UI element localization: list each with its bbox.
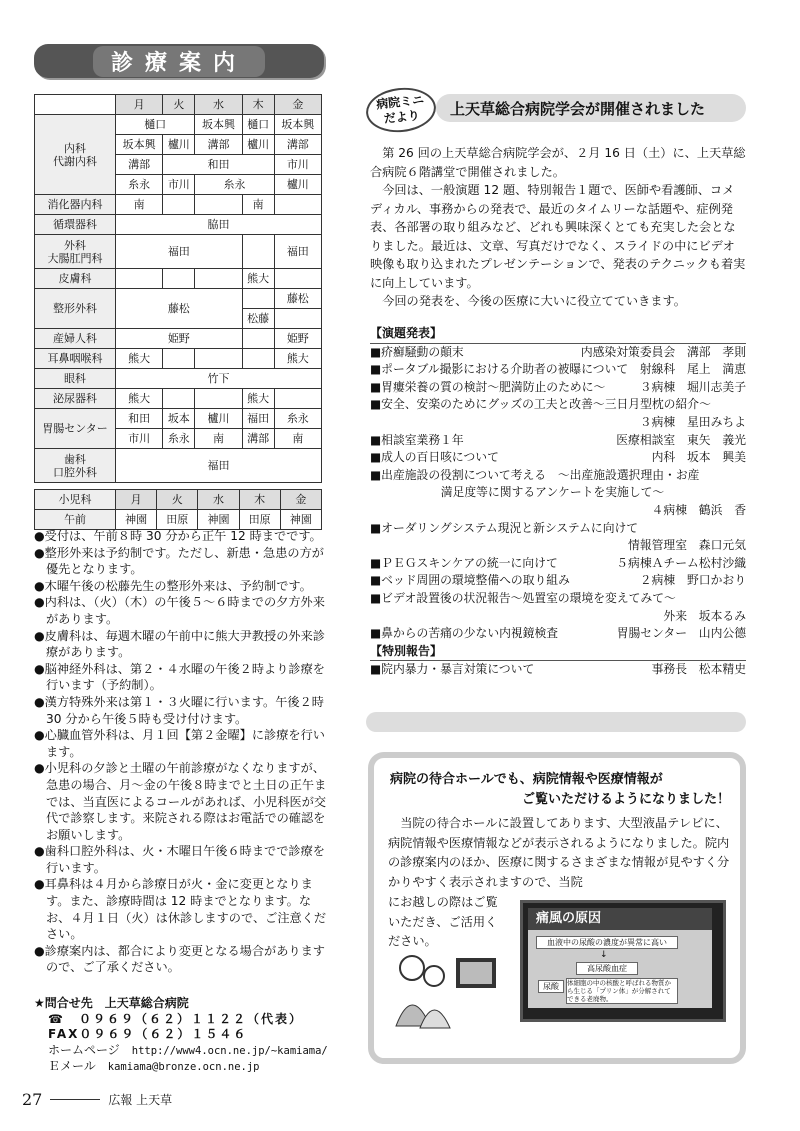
mail-label: Ｅメール (48, 1059, 96, 1073)
tv-text: 体細胞の中の核酸と呼ばれる物質から生じる「プリン体」が分解されてできる老廃物。 (566, 978, 678, 1004)
note: ●耳鼻科は４月から診療日が火・金に変更となります。また、診療時間は 12 時までとなります。なお、４月１日（火）は休診しますので、ご注意ください。 (34, 877, 327, 942)
talk-title: ■ポータブル撮影における介助者の被曝について (370, 362, 629, 377)
talk-title: ■成人の百日咳について (370, 450, 499, 465)
talk-presenter: ５病棟Ａチーム松村沙織 (616, 555, 746, 570)
cell: 溝部 (242, 429, 274, 449)
talk-title: ■ＰＥＧスキンケアの統一に向けて (370, 555, 558, 570)
note: ●脳神経外科は、第２・４水曜の午後２時より診療を行います（予約制）。 (34, 661, 325, 693)
talk-item (370, 449, 746, 467)
talk-item (370, 608, 746, 626)
dept-jibi: 耳鼻咽喉科 (35, 349, 116, 369)
cell: 熊大 (242, 269, 274, 289)
mini-line2: だより (383, 108, 421, 126)
day-thu: 木 (242, 95, 274, 115)
cell: 和田 (116, 409, 163, 429)
talk-presenter: 医療相談室 東矢 義光 (616, 432, 746, 447)
talks-list (370, 325, 746, 679)
day-fri: 金 (274, 95, 321, 115)
talk-item (370, 555, 746, 573)
cell: 坂本興 (116, 135, 163, 155)
talk-title: ■出産施設の役割について考える ～出産施設選択理由・お産 (370, 467, 700, 482)
cell: 糸永 (195, 175, 274, 195)
article-title: 上天草総合病院学会が開催されました (436, 94, 746, 122)
page-footer (22, 1090, 172, 1109)
talk-presenter: ２病棟 野口かおり (639, 573, 746, 588)
note: ●内科は、（火）（木）の午後５～６時までの夕方外来があります。 (34, 595, 325, 626)
cell: 市川 (163, 175, 195, 195)
cell: 樋口 (242, 115, 274, 135)
day: 木 (239, 490, 280, 510)
illustration-people (390, 948, 500, 1034)
info-title-line1: 病院の待合ホールでも、病院情報や医療情報が (390, 772, 663, 787)
cell: 市川 (116, 429, 163, 449)
cell: 田原 (239, 510, 280, 530)
cell: 坂本興 (195, 115, 242, 135)
special-presenter: 事務長 松本精史 (651, 662, 746, 677)
cell: 熊大 (242, 389, 274, 409)
mini-news-badge (364, 84, 438, 135)
talk-item (370, 414, 746, 432)
cell: 溝部 (116, 155, 163, 175)
ped-time: 午前 (35, 510, 116, 530)
info-text (388, 814, 734, 892)
talk-item (370, 625, 746, 643)
cell: 熊大 (116, 349, 163, 369)
cell: 樋口 (116, 115, 195, 135)
cell: 櫨川 (195, 409, 242, 429)
tv-text: 尿酸 (538, 980, 564, 993)
cell: 藤松 (274, 289, 321, 309)
talk-item (370, 502, 746, 520)
dept-junkan: 循環器科 (35, 215, 116, 235)
cell: 南 (116, 195, 163, 215)
page-number: 27 (22, 1090, 43, 1109)
day-mon: 月 (116, 95, 163, 115)
cell: 溝部 (274, 135, 321, 155)
talk-item (370, 432, 746, 450)
cell: 坂本興 (274, 115, 321, 135)
talk-title: ■疥癬騒動の顛末 (370, 344, 464, 359)
cell: 福田 (274, 235, 321, 269)
cell: 糸永 (116, 175, 163, 195)
cell: 神園 (116, 510, 157, 530)
info-title-line2: ご覧いただけるようになりました！ (521, 792, 730, 807)
talk-title: ■ビデオ設置後の状況報告～処置室の環境を変えてみて～ (370, 590, 676, 605)
day: 水 (198, 490, 239, 510)
talk-title: ■相談室業務１年 (370, 432, 464, 447)
info-title (390, 770, 730, 810)
dept-seikei: 整形外科 (35, 289, 116, 329)
talk-presenter: 内感染対策委員会 溝部 孝則 (580, 344, 746, 359)
talk-presenter: 内科 坂本 興美 (651, 450, 746, 465)
talk-item (370, 396, 746, 414)
note: ●整形外来は予約制です。ただし、新患・急患の方が優先となります。 (34, 545, 324, 577)
day: 金 (280, 490, 321, 510)
cell: 熊大 (274, 349, 321, 369)
cell: 姫野 (274, 329, 321, 349)
talk-presenter: ３病棟 星田みちよ (639, 414, 746, 429)
talk-title: ■胃瘻栄養の質の検討～肥満防止のために～ (370, 379, 606, 394)
talk-presenter: 情報管理室 森口元気 (628, 538, 746, 553)
mini-line1: 病院ミニ (375, 92, 425, 112)
info-paragraph-cont: にお越しの際はご覧いただき、ご活用ください。 (388, 895, 498, 948)
article-body (370, 144, 746, 311)
day: 火 (157, 490, 198, 510)
schedule-table (34, 94, 322, 483)
talk-item (370, 572, 746, 590)
tv-title: 痛風の原因 (528, 908, 712, 930)
dept-shoka: 消化器内科 (35, 195, 116, 215)
day-wed: 水 (195, 95, 242, 115)
dept-sanfu: 産婦人科 (35, 329, 116, 349)
cell: 南 (274, 429, 321, 449)
publication-name: 広報 上天草 (108, 1093, 173, 1107)
paragraph: 今回の発表を、今後の医療に大いに役立てていきます。 (382, 294, 686, 308)
dept-hinyo: 泌尿器科 (35, 389, 116, 409)
note: ●心臓血管外科は、月１回【第２金曜】に診療を行います。 (34, 728, 325, 759)
talk-item (370, 520, 746, 538)
contact-block (34, 996, 334, 1076)
schedule-header (34, 44, 324, 78)
cell: 溝部 (195, 135, 242, 155)
cell: 櫨川 (242, 135, 274, 155)
dept-ichou: 胃腸センター (35, 409, 116, 449)
tv-text: 高尿酸血症 (576, 962, 638, 975)
contact-title: ★問合せ先 上天草総合病院 (34, 996, 189, 1010)
cell: 神園 (280, 510, 321, 530)
cell: 脇田 (116, 215, 322, 235)
contact-fax: FAX０９６９（６２）１５４６ (48, 1027, 248, 1041)
day-tue: 火 (163, 95, 195, 115)
homepage-link[interactable]: http://www4.ocn.ne.jp/~kamiama/ (131, 1044, 328, 1057)
talk-presenter: 射線科 尾上 満恵 (639, 362, 746, 377)
email-link[interactable]: kamiama@bronze.ocn.ne.jp (107, 1061, 260, 1073)
talk-title: 満足度等に関するアンケートを実施して～ (370, 485, 665, 500)
day: 月 (116, 490, 157, 510)
dept-hifu: 皮膚科 (35, 269, 116, 289)
note: ●小児科の夕診と土曜の午前診療がなくなりますが、急患の場合、月～金の午後８時までと土日の正午までは、当直医によるコールがあれば、小児科医が交代で診察します。来院される際はお電話での確認をお願いします。 (34, 761, 327, 842)
paragraph: 第 26 回の上天草総合病院学会が、２月 16 日（土）に、上天草総合病院６階講堂で開催されました。 (370, 146, 746, 179)
cell: 市川 (274, 155, 321, 175)
talk-item (370, 537, 746, 555)
cell: 糸永 (274, 409, 321, 429)
note: ●歯科口腔外科は、火・木曜日午後６時までで診療を行います。 (34, 844, 325, 875)
note: ●受付は、午前８時 30 分から正午 12 時までです。 (34, 529, 322, 543)
section-title: 【演題発表】 (370, 325, 746, 344)
cell: 糸永 (163, 429, 195, 449)
cell: 藤松 (116, 289, 243, 329)
cell: 和田 (163, 155, 274, 175)
dept-shika: 歯科 口腔外科 (35, 449, 116, 483)
talk-item (370, 379, 746, 397)
cell: 福田 (242, 409, 274, 429)
divider-bar (366, 712, 746, 732)
pediatrics-table (34, 489, 322, 530)
talk-presenter: 胃腸センター 山内公德 (616, 626, 746, 641)
note: ●木曜午後の松藤先生の整形外来は、予約制です。 (34, 578, 312, 593)
cell: 姫野 (116, 329, 243, 349)
note: ●診療案内は、都合により変更となる場合がありますので、ご了承ください。 (34, 943, 325, 975)
special-title: ■院内暴力・暴言対策について (370, 662, 535, 677)
talk-title: ■オーダリングシステム現況と新システムに向けて (370, 520, 639, 535)
contact-tel: ☎ ０９６９（６２）１１２２（代表） (48, 1011, 303, 1026)
cell: 熊大 (116, 389, 163, 409)
dept-geka: 外科 大腸肛門科 (35, 235, 116, 269)
section-title: 【特別報告】 (370, 643, 746, 662)
talk-item (370, 590, 746, 608)
cell: 竹下 (116, 369, 322, 389)
talk-presenter: ４病棟 鶴浜 香 (651, 502, 746, 517)
cell: 櫨川 (163, 135, 195, 155)
cell: 福田 (116, 235, 243, 269)
cell: 南 (195, 429, 242, 449)
dept-naika: 内科 代謝内科 (35, 115, 116, 195)
hp-label: ホームページ (48, 1042, 120, 1057)
cell: 櫨川 (274, 175, 321, 195)
dept-ganka: 眼科 (35, 369, 116, 389)
talk-item (370, 361, 746, 379)
cell: 松藤 (242, 309, 274, 329)
talk-presenter: 外来 坂本るみ (663, 608, 746, 623)
info-paragraph: 当院の待合ホールに設置してあります、大型液晶テレビに、病院情報や医療情報などが表示されるようになりました。院内の診療案内のほか、医療に関するさまざまな情報が見やすく分かりやすく表示されますので、当院 (388, 816, 730, 889)
paragraph: 今回は、一般演題 12 題、特別報告１題で、医師や看護師、コメディカル、事務からの発表で、最近のタイムリーな話題や、症例発表、各部署の取り組みなど、どれも興味深くとても充実した会となりました。最近は、文章、写真だけでなく、スライドの中にビデオ映像も取り込まれたプレゼンテーションで、発表のテクニックも着実に向上しています。 (370, 183, 746, 290)
cell: 田原 (157, 510, 198, 530)
talk-title: ■安全、安楽のためにグッズの工夫と改善～三日月型枕の紹介～ (370, 397, 711, 412)
cell: 福田 (116, 449, 322, 483)
talk-presenter: ３病棟 堀川志美子 (639, 379, 746, 394)
schedule-title: 診療案内 (93, 46, 265, 77)
talk-item (370, 467, 746, 485)
notes-list (34, 528, 330, 976)
note: ●漢方特殊外来は第１・３火曜に行います。午後２時 30 分から午後５時も受け付けます。 (34, 694, 324, 726)
talk-title: ■鼻からの苦痛の少ない内視鏡検査 (370, 626, 559, 641)
cell: 坂本 (163, 409, 195, 429)
cell: 南 (242, 195, 274, 215)
talk-item (370, 344, 746, 362)
cell: 神園 (198, 510, 239, 530)
tv-text: 血液中の尿酸の濃度が異常に高い (536, 936, 678, 949)
talk-item (370, 484, 746, 502)
ped-label: 小児科 (35, 490, 116, 510)
note: ●皮膚科は、毎週木曜の午前中に熊大尹教授の外来診療があります。 (34, 628, 325, 660)
talk-title: ■ベッド周囲の環境整備への取り組み (370, 573, 570, 588)
